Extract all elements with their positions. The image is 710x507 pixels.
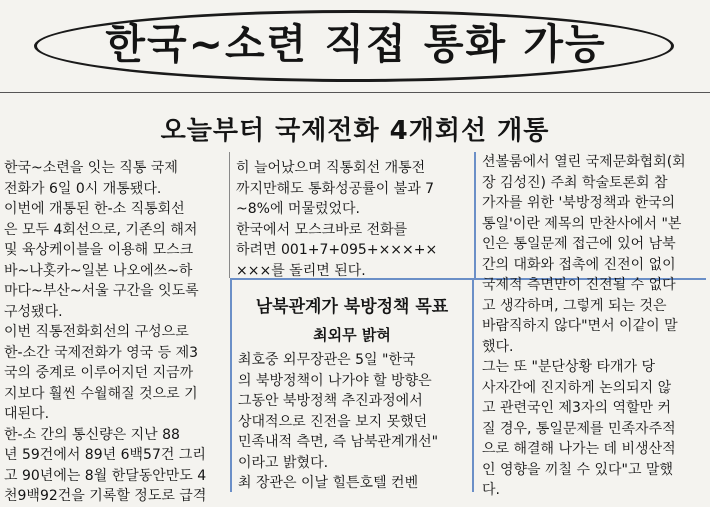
text-line: 션볼룸에서 열린 국제문화협회(회 bbox=[482, 154, 686, 170]
text-line: 장 김성진) 주최 학술토론회 참 bbox=[482, 174, 668, 191]
article-column-2 bbox=[236, 158, 468, 281]
text-line: 가자를 위한 '북방정책과 한국의 bbox=[482, 195, 676, 211]
article-column-1 bbox=[4, 158, 226, 507]
text-line: 이라고 밝혔다. bbox=[238, 454, 329, 471]
text-line: 국의 중계로 이루어지던 지금까 bbox=[4, 365, 194, 381]
text-line: 이번에 개통된 한-소 직통회선 bbox=[4, 201, 185, 217]
text-line: 고 관련국인 제3자의 역할만 커 bbox=[482, 400, 671, 416]
article-column-3 bbox=[482, 152, 706, 501]
text-line: 및 육상케이블을 이용해 모스크 bbox=[4, 242, 194, 258]
text-line: 그는 또 "분단상황 타개가 당 bbox=[482, 359, 656, 375]
text-line: 바~나홋카~일본 나오에쓰~하 bbox=[4, 262, 193, 279]
text-line: 으로 해결해 나가는 데 비생산적 bbox=[482, 441, 676, 457]
text-line: 상대적으로 진전을 보지 못했던 bbox=[238, 413, 428, 430]
text-line: 다. bbox=[482, 482, 500, 498]
text-line: 국제적 측면만이 진전될 수 없다 bbox=[482, 277, 676, 293]
text-line: ×××를 돌리면 된다. bbox=[236, 262, 366, 279]
text-line: 그동안 북방정책 추진과정에서 bbox=[238, 393, 423, 409]
text-line: 의 북방정책이 나가야 할 방향은 bbox=[238, 372, 432, 389]
text-line: 대된다. bbox=[4, 406, 50, 422]
text-line: 이번 직통전화회선의 구성으로 bbox=[4, 324, 189, 340]
text-line: 인은 통일문제 접근에 있어 남북 bbox=[482, 236, 676, 252]
text-line: 간의 대화와 접촉에 진전이 없이 bbox=[482, 256, 676, 273]
text-line: 인 영향을 끼칠 수 있다"고 말했 bbox=[482, 461, 673, 478]
text-line: 히 늘어났으며 직통회선 개통전 bbox=[236, 160, 426, 176]
text-line: 했다. bbox=[482, 338, 514, 355]
text-line: 천9백92건을 기록할 정도로 급격 bbox=[4, 488, 207, 504]
text-line: 구성됐다. bbox=[4, 303, 63, 320]
text-line: 한국~소련을 잇는 직통 국제 bbox=[4, 160, 178, 176]
text-line: 최 장관은 이날 힐튼호텔 컨벤 bbox=[238, 475, 419, 491]
sidebar-article-subheadline: 최외무 밝혀 bbox=[313, 326, 391, 344]
text-line: 한국에서 모스크바로 전화를 bbox=[236, 221, 408, 238]
text-line: 마다~부산~서울 구간을 잇도록 bbox=[4, 283, 199, 299]
text-line: 민족내적 측면, 즉 남북관계개선" bbox=[238, 434, 439, 450]
text-line: 바람직하지 않다"면서 이같이 말 bbox=[482, 318, 678, 334]
text-line: 고 90년에는 8월 한달동안만도 4 bbox=[4, 467, 207, 484]
text-line: 고 생각하며, 그렇게 되는 것은 bbox=[482, 297, 667, 314]
headline-area bbox=[14, 4, 698, 88]
text-line: 한-소 간의 통신량은 지난 88 bbox=[4, 426, 180, 443]
sidebar-article-headline: 남북관계가 북방정책 목표 bbox=[255, 297, 449, 317]
headline-divider bbox=[0, 92, 710, 93]
text-line: 통일'이란 제목의 만찬사에서 "본 bbox=[482, 215, 682, 232]
sidebar-article-box bbox=[230, 278, 474, 492]
column-divider-left bbox=[229, 152, 230, 278]
text-line: 최호중 외무장관은 5일 "한국 bbox=[238, 352, 416, 368]
text-line: 은 모두 4회선으로, 기존의 해저 bbox=[4, 221, 198, 238]
headline: 한국~소련 직접 통화 가능 bbox=[105, 20, 607, 68]
text-line: 질 경우, 통일문제를 민족자주적 bbox=[482, 420, 676, 437]
subheadline: 오늘부터 국제전화 4개회선 개통 bbox=[160, 116, 550, 146]
text-line: 사자간에 진지하게 논의되지 않 bbox=[482, 379, 672, 396]
text-line: 지보다 훨씬 수월해질 것으로 기 bbox=[4, 385, 198, 402]
sidebar-article-body bbox=[238, 350, 470, 494]
text-line: ~8%에 머물렀었다. bbox=[236, 201, 360, 217]
text-line: 한-소간 국제전화가 영국 등 제3 bbox=[4, 344, 199, 361]
text-line: 전화가 6일 0시 개통됐다. bbox=[4, 180, 162, 197]
text-line: 하려면 001+7+095+×××+× bbox=[236, 242, 438, 258]
text-line: 까지만해도 통화성공률이 불과 7 bbox=[236, 180, 435, 197]
text-line: 년 59건에서 89년 6백57건 그리 bbox=[4, 447, 206, 463]
